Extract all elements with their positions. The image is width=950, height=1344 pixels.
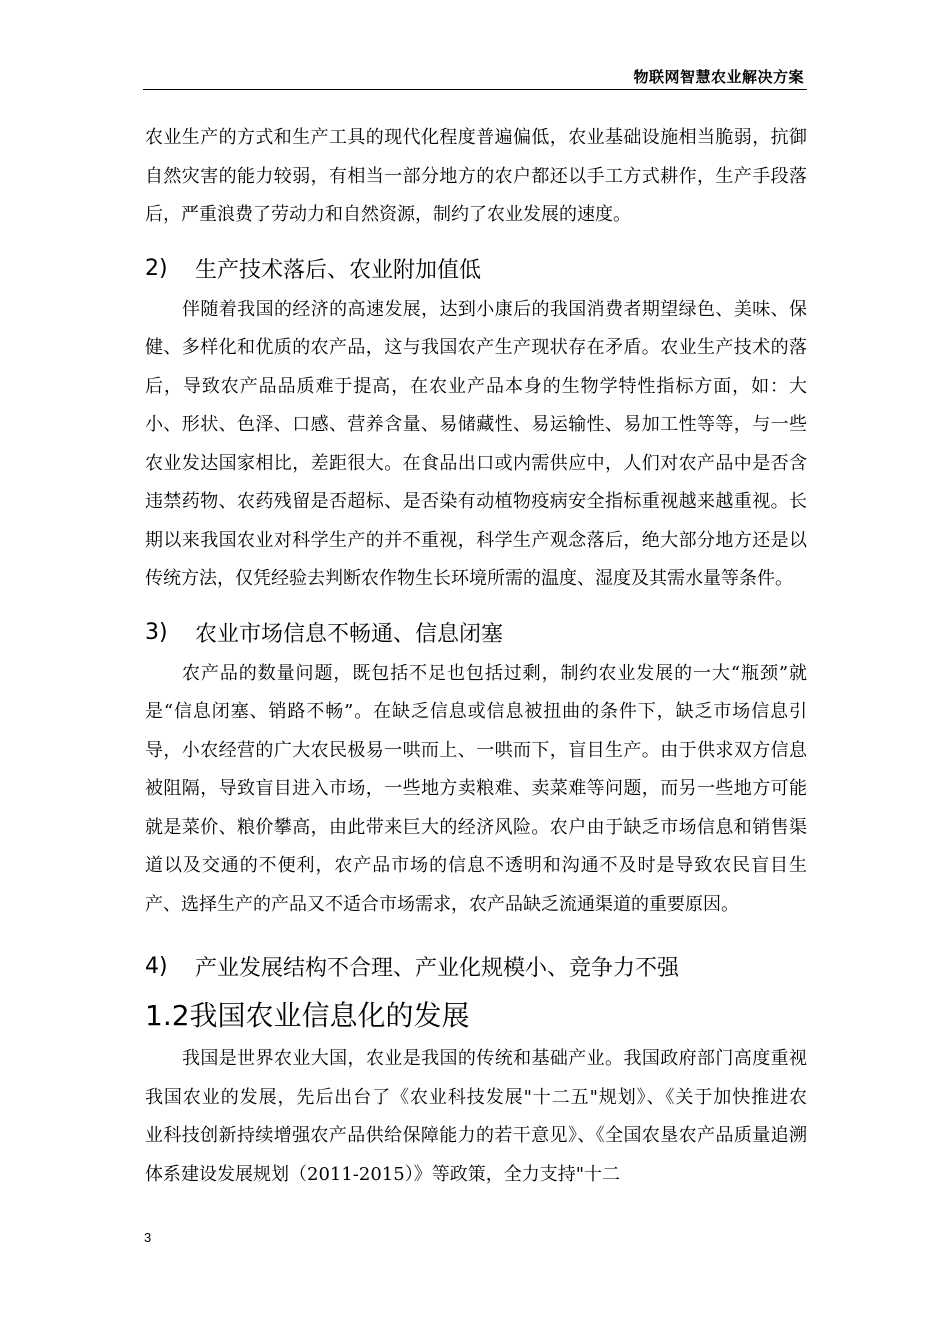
page-number: 3 — [144, 1230, 152, 1245]
heading-3 — [145, 613, 807, 653]
header-divider — [143, 89, 807, 90]
section-paragraph: 我国是世界农业大国，农业是我国的传统和基础产业。我国政府部门高度重视我国农业的发展，先后出台了《农业科技发展"十二五"规划》、《关于加快推进农 业科技创新持续增强农产品供给保障能力的若干意见》、《全国农垦农产品质量追溯体系建设发展规划（2011-2015）》等政策，全力支持"十二 — [145, 1048, 825, 1185]
paragraph-2: 伴随着我国的经济的高速发展，达到小康后的我国消费者期望绿色、美味、保健、多样化和优质的农产品，这与我国农产生产现状存在矛盾。农业生产技术的落后，导致农产品品质难于提高，在农业产品本身的生物学特性指标方面，如：大小、形状、色泽、口感、营养含量、易储藏性、易运输性、易加工性等等，与一些农业发达国家相比，差距很大。在食品出口或内需供应中，人们对农产品中是否含违禁药物、农药残留是否超标、是否染有动植物疫病安全指标重视越来越重视。长期以来我国农业对科学生产的并不重视，科学生产观念落后，绝大部分地方还是以传统方法，仅凭经验去判断农作物生长环境所需的温度、湿度及其需水量等条件。 — [145, 298, 807, 589]
heading-2 — [145, 249, 807, 289]
header-title: 物联网智慧农业解决方案 — [633, 68, 804, 86]
heading-2-number: 2) — [145, 256, 168, 281]
section-title: 1.2我国农业信息化的发展 — [145, 999, 470, 1032]
heading-2-text: 生产技术落后、农业附加值低 — [195, 258, 482, 283]
heading-4-number: 4) — [145, 953, 168, 979]
heading-4-text: 产业发展结构不合理、产业化规模小、竞争力不强 — [195, 955, 680, 981]
page-content — [145, 119, 825, 1194]
intro-paragraph: 农业生产的方式和生产工具的现代化程度普遍偏低，农业基础设施相当脆弱，抗御自然灾害的能力较弱，有相当一部分地方的农户都还以手工方式耕作，生产手段落后，严重浪费了劳动力和自然资源，制约了农业发展的速度。 — [145, 127, 807, 225]
paragraph-3: 农产品的数量问题，既包括不足也包括过剩，制约农业发展的一大“瓶颈”就是“信息闭塞、销路不畅”。在缺乏信息或信息被扭曲的条件下，缺乏市场信息引导，小农经营的广大农民极易一哄而上、一哄而下，盲目生产。由于供求双方信息被阻隔，导致盲目进入市场，一些地方卖粮难、卖菜难等问题，而另一些地方可能就是菜价、粮价攀高，由此带来巨大的经济风险。农户由于缺乏市场信息和销售渠道以及交通的不便利，农产品市场的信息不透明和沟通不及时是导致农民盲目生产、选择生产的产品又不适合市场需求，农产品缺乏流通渠道的重要原因。 — [145, 662, 807, 915]
heading-3-number: 3) — [145, 620, 168, 645]
heading-4 — [145, 944, 807, 988]
heading-3-text: 农业市场信息不畅通、信息闭塞 — [195, 622, 504, 647]
